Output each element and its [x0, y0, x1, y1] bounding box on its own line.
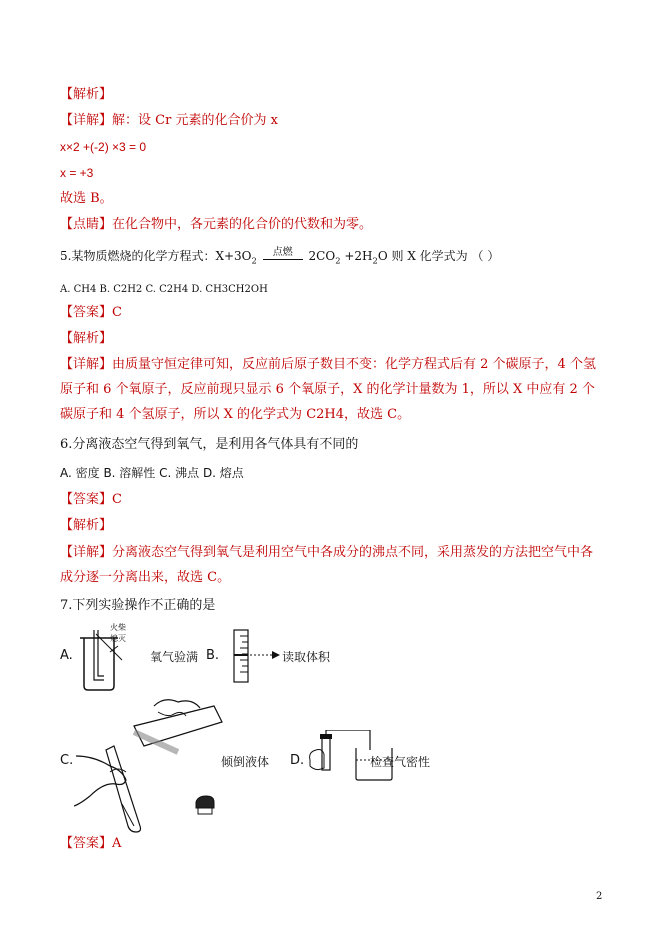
jiexi-heading: 【解析】 — [60, 87, 113, 102]
dianjing-text: 在化合物中，各元素的化合价的代数和为零。 — [112, 217, 373, 232]
answer-value: A — [112, 836, 122, 851]
q5-sub-2: 2 — [335, 255, 341, 266]
answer-tag: 【答案】 — [60, 305, 113, 320]
option-d-caption: 检查气密性 — [370, 755, 431, 769]
conclusion: 故选 B。 — [60, 191, 113, 206]
q6-jiexi: 【解析】 — [60, 518, 113, 533]
option-b-label: B. — [206, 648, 220, 663]
page-number: 2 — [596, 891, 603, 902]
dianjing-line — [60, 217, 372, 233]
q6-options: A. 密度 B. 溶解性 C. 沸点 D. 熔点 — [60, 466, 244, 480]
option-c-caption: 倾倒液体 — [221, 755, 270, 769]
answer-value: C — [112, 305, 122, 320]
q5-options: A. CH4 B. C2H2 C. C2H4 D. CH3CH2OH — [60, 284, 268, 295]
q6-xiangjie: 【详解】分离液态空气得到氧气是利用空气中各成分的沸点不同，采用蒸发的方法把空气中各成分逐一分离出来，故选 C。 — [60, 545, 594, 585]
pouring-liquid-figure — [74, 686, 224, 836]
q5-answer — [60, 305, 122, 321]
q5-sub-1: 2 — [251, 255, 257, 266]
option-c-label: C. — [60, 753, 74, 768]
arrow-label: 点燃 — [272, 247, 293, 258]
q7-stem: 7.下列实验操作不正确的是 — [60, 598, 216, 613]
oxygen-test-figure — [74, 620, 144, 692]
q6-stem: 6.分离液态空气得到氧气，是利用各气体具有不同的 — [60, 437, 359, 452]
equation-1: x×2 +(-2) ×3 = 0 — [60, 140, 147, 154]
q5-stem-d: O 则 X 化学式为 （ ） — [377, 249, 500, 263]
xiangjie-line — [60, 113, 278, 129]
fig-a-text-2: 熄灭 — [110, 634, 126, 643]
reaction-arrow — [263, 247, 303, 260]
q5-stem-b: 2CO — [308, 249, 336, 263]
equation-2: x = +3 — [60, 166, 94, 180]
q6-answer — [60, 492, 122, 508]
answer-tag: 【答案】 — [60, 492, 113, 507]
q5-stem-c: +2H — [344, 249, 373, 263]
option-a-label: A. — [60, 648, 73, 663]
graduated-cylinder-figure — [226, 628, 284, 684]
q5-jiexi: 【解析】 — [60, 331, 113, 346]
fig-a-text-1: 火柴 — [110, 623, 126, 632]
answer-value: C — [112, 492, 122, 507]
option-b-caption: 读取体积 — [282, 650, 331, 664]
q5-stem — [60, 248, 499, 268]
q5-xiangjie: 【详解】由质量守恒定律可知，反应前后原子数目不变：化学方程式后有 2 个碳原子，4 个氢原子和 6 个氧原子，反应前现只显示 6 个氧原子，X 的化学计量数为 1，所以 X 中应有 2 个碳原子和 4 个氢原子，所以 X 的化学式为 C2H4，故选 C。 — [60, 357, 596, 422]
q5-stem-a: 5.某物质燃烧的化学方程式：X+3O — [60, 249, 252, 263]
q5-sub-3: 2 — [372, 255, 378, 266]
xiangjie-tag: 【详解】 — [60, 113, 113, 128]
dianjing-tag: 【点睛】 — [60, 217, 113, 232]
answer-tag: 【答案】 — [60, 836, 113, 851]
xiangjie-text: 解：设 Cr 元素的化合价为 x — [112, 113, 278, 128]
q7-answer — [60, 836, 121, 852]
option-a-caption: 氧气验满 — [150, 650, 199, 664]
option-d-label: D. — [290, 753, 305, 768]
